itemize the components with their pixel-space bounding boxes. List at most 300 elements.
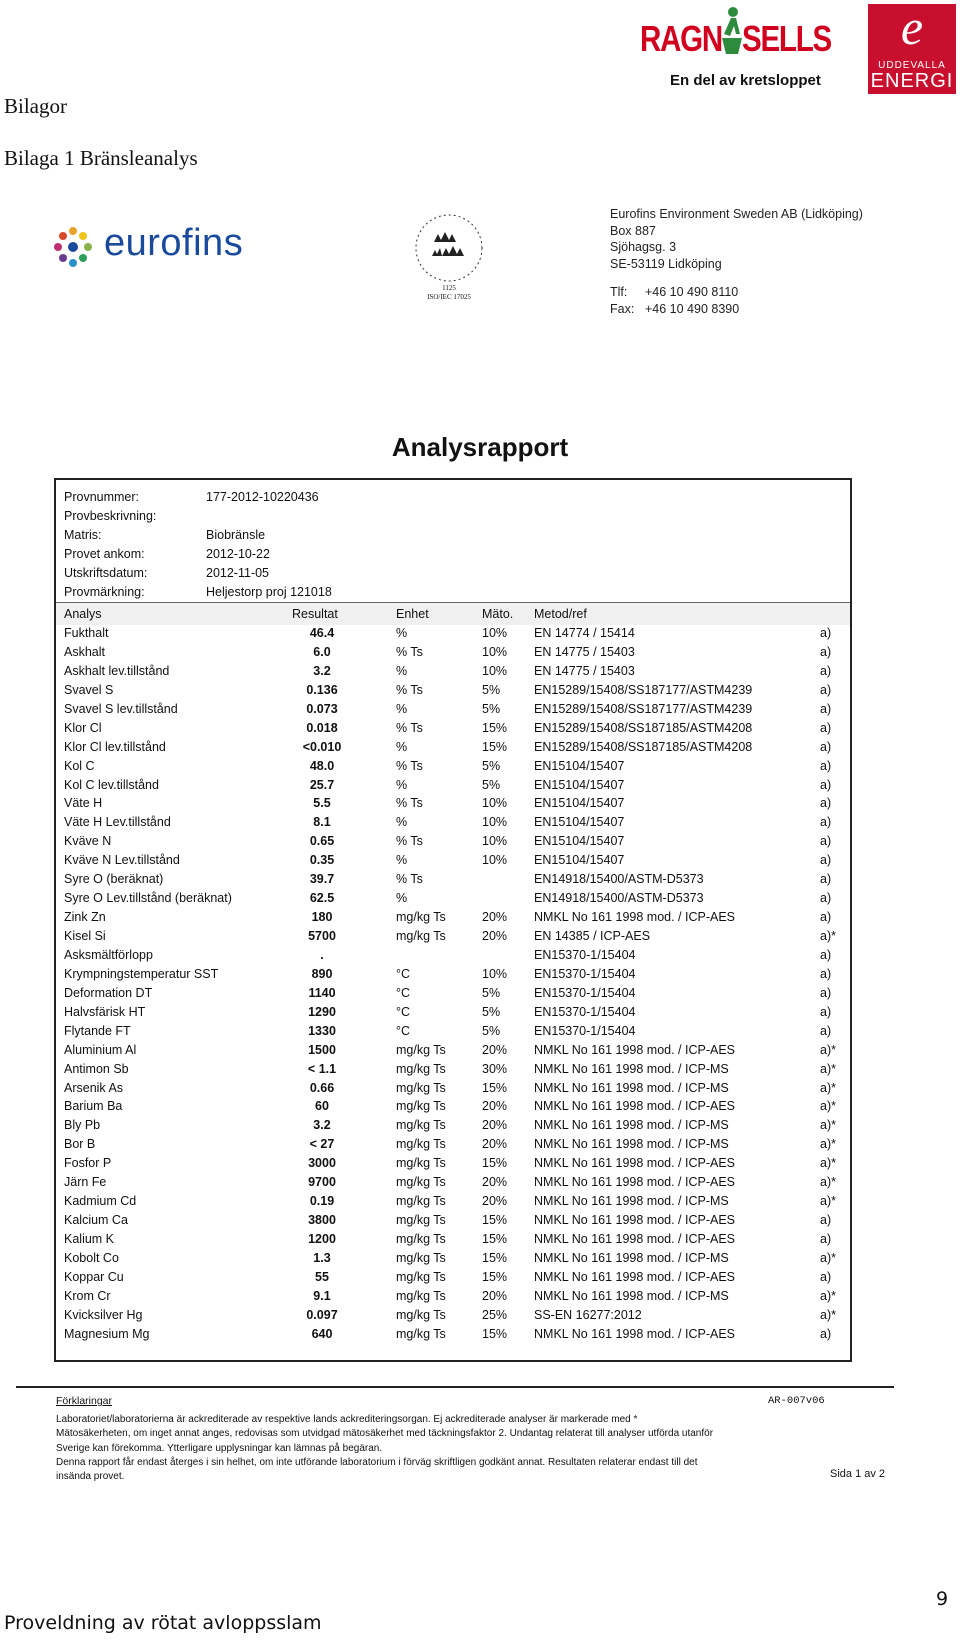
table-row [56,1023,850,1042]
table-row [56,833,850,852]
cell-mato: 10% [482,853,508,868]
col-metod: Metod/ref [534,607,587,621]
cell-resultat: 6.0 [313,644,331,659]
cell-resultat: 9700 [308,1175,336,1190]
cell-enhet: % [396,739,408,754]
cell-resultat: 1290 [308,1004,336,1019]
cell-note: a) [820,1023,832,1038]
cell-note: a) [820,1326,832,1341]
cell-enhet: °C [396,985,411,1000]
ragnsells-word-right: SELLS [742,18,831,59]
cell-metod: EN15289/15408/SS187185/ASTM4208 [534,739,753,754]
cell-metod: NMKL No 161 1998 mod. / ICP-AES [534,1042,736,1057]
footnote-rule [16,1386,894,1388]
info-value: 177-2012-10220436 [206,490,319,504]
table-row [56,1193,850,1212]
cell-resultat: 60 [315,1099,329,1114]
info-label: Provnummer: [64,490,140,504]
cell-analys: Krom Cr [64,1288,111,1303]
cell-enhet: mg/kg Ts [396,1269,446,1284]
cell-resultat: 1200 [308,1232,336,1246]
cell-enhet: °C [396,1023,411,1038]
cell-resultat: 48.0 [309,758,335,773]
ragnsells-word-left: RAGN [640,18,722,59]
table-row [56,1250,850,1269]
cell-mato: 10% [482,663,508,678]
info-label: Utskriftsdatum: [64,566,148,580]
footnote-line: insända provet. [56,1471,125,1483]
cell-resultat: 3.2 [313,1118,331,1133]
page-heading: Bilagor [4,94,67,118]
cell-metod: EN15104/15407 [534,796,625,811]
table-row [56,644,850,663]
cell-mato: 15% [482,1269,508,1284]
cell-note: a) [820,966,832,981]
col-resultat: Resultat [292,607,338,621]
cell-mato: 10% [482,815,508,830]
cell-note: a) [820,1269,832,1284]
cell-metod: NMKL No 161 1998 mod. / ICP-MS [534,1137,729,1152]
cell-analys: Flytande FT [64,1023,131,1038]
cell-note: a) [820,626,832,640]
cell-resultat: 1140 [308,985,336,1000]
table-row [56,795,850,814]
table-row [56,1212,850,1231]
table-row [56,720,850,739]
cell-metod: NMKL No 161 1998 mod. / ICP-AES [534,1326,736,1341]
uddevalla-energi-logo [868,0,956,94]
cell-note: a) [820,1004,832,1019]
cell-analys: Kalium K [64,1232,115,1246]
footnote-page-label: Sida 1 av 2 [830,1468,886,1480]
info-value: 2012-11-05 [206,566,270,580]
cell-note: a) [820,985,832,1000]
cell-mato: 10% [482,834,508,849]
cell-resultat: 0.19 [309,1194,335,1209]
table-row [56,814,850,833]
cell-analys: Svavel S [64,682,114,697]
cell-metod: NMKL No 161 1998 mod. / ICP-AES [534,1232,736,1246]
cell-note: a) [820,682,832,697]
cell-analys: Kisel Si [64,929,106,943]
cell-resultat: 0.66 [309,1080,335,1095]
cell-resultat: 0.073 [306,701,338,716]
cell-note: a)* [820,1099,836,1114]
cell-metod: EN15104/15407 [534,815,625,830]
table-row [56,663,850,682]
cell-analys: Halvsfärisk HT [64,1004,146,1019]
lab-city: SE-53119 Lidköping [610,256,722,271]
cell-analys: Kväve N [64,834,112,849]
uddevalla-line1: UDDEVALLA [878,60,946,71]
cell-mato: 20% [482,910,508,925]
cell-metod: NMKL No 161 1998 mod. / ICP-AES [534,1213,736,1228]
cell-metod: NMKL No 161 1998 mod. / ICP-MS [534,1118,729,1133]
analysis-report [54,478,852,1362]
cell-analys: Magnesium Mg [64,1326,150,1341]
cell-analys: Kväve N Lev.tillstånd [64,853,180,868]
cell-metod: NMKL No 161 1998 mod. / ICP-MS [534,1288,729,1303]
table-row [56,1136,850,1155]
table-row [56,928,850,947]
cell-enhet: % Ts [396,758,423,773]
result-rows [56,625,850,1345]
cell-mato: 15% [482,720,508,735]
cell-enhet: % [396,663,408,678]
cell-resultat: 5.5 [313,796,331,811]
cell-enhet: mg/kg Ts [396,1118,446,1133]
cell-resultat: 39.7 [309,872,335,887]
cell-enhet: mg/kg Ts [396,1137,446,1152]
info-label: Matris: [64,528,102,542]
cell-metod: NMKL No 161 1998 mod. / ICP-MS [534,1061,729,1076]
cell-analys: Krympningstemperatur SST [64,966,219,981]
cell-metod: EN 14775 / 15403 [534,663,635,678]
cell-metod: NMKL No 161 1998 mod. / ICP-MS [534,1080,729,1095]
eurofins-logo [52,224,262,270]
cell-resultat: 46.4 [309,626,335,640]
swedac-code: 1125 [442,284,456,292]
swedac-seal [404,212,494,308]
cell-note: a) [820,815,832,830]
cell-resultat: . [320,947,324,962]
cell-enhet: mg/kg Ts [396,1250,446,1265]
footnote-line: Laboratoriet/laboratorierna är ackrediterade av respektive lands ackrediteringsorgan. Ej ackrediterade analyser är markerade med * [56,1414,638,1425]
cell-analys: Klor Cl lev.tillstånd [64,739,166,754]
cell-mato: 20% [482,929,508,943]
cell-note: a) [820,720,832,735]
cell-enhet: mg/kg Ts [396,929,446,943]
cell-mato: 15% [482,1213,508,1228]
ragnsells-logo [640,0,860,96]
cell-metod: EN14918/15400/ASTM-D5373 [534,872,704,887]
cell-resultat: < 1.1 [307,1061,337,1076]
cell-note: a) [820,910,832,925]
info-value: 2012-10-22 [206,547,270,561]
cell-note: a) [820,1213,832,1228]
table-row [56,947,850,966]
cell-resultat: 0.35 [309,853,335,868]
cell-note: a) [820,663,832,678]
lab-street: Sjöhagsg. 3 [610,240,677,254]
cell-note: a) [820,777,832,792]
page-subheading: Bilaga 1 Bränsleanalys [4,146,198,170]
lab-tel: +46 10 490 8110 [645,285,739,299]
cell-metod: EN15289/15408/SS187177/ASTM4239 [534,682,753,697]
cell-mato: 30% [482,1061,508,1076]
cell-mato: 20% [482,1194,508,1209]
cell-enhet: % [396,626,408,640]
cell-resultat: 3000 [308,1156,336,1171]
table-row [56,739,850,758]
cell-analys: Bor B [64,1137,96,1152]
cell-note: a)* [820,1250,836,1265]
cell-enhet: % Ts [396,720,423,735]
table-row [56,1307,850,1326]
cell-metod: EN 14774 / 15414 [534,626,635,640]
cell-mato: 5% [482,1023,501,1038]
table-row [56,758,850,777]
cell-resultat: 0.65 [309,834,335,849]
cell-metod: NMKL No 161 1998 mod. / ICP-AES [534,1156,736,1171]
cell-enhet: mg/kg Ts [396,1099,446,1114]
cell-note: a)* [820,1175,836,1190]
cell-enhet: mg/kg Ts [396,1307,446,1322]
cell-resultat: 25.7 [309,777,335,792]
cell-metod: NMKL No 161 1998 mod. / ICP-MS [534,1194,729,1209]
col-analys: Analys [64,607,102,621]
cell-resultat: < 27 [309,1137,335,1152]
cell-note: a) [820,1232,832,1246]
cell-mato: 20% [482,1175,508,1190]
cell-mato: 10% [482,626,508,640]
cell-mato: 5% [482,682,501,697]
cell-enhet: % [396,777,408,792]
cell-analys: Aluminium Al [64,1042,137,1057]
cell-enhet: °C [396,1004,411,1019]
cell-resultat: 3800 [308,1213,336,1228]
cell-resultat: 1500 [308,1042,336,1057]
cell-resultat: 180 [311,910,333,925]
eurofins-dots-icon [52,226,94,268]
table-row [56,1231,850,1250]
footnote-title: Förklaringar [56,1395,113,1407]
cell-enhet: mg/kg Ts [396,1326,446,1341]
table-row [56,701,850,720]
cell-metod: EN14918/15400/ASTM-D5373 [534,891,704,906]
lab-tel-line [610,284,863,301]
cell-resultat: 3.2 [313,663,331,678]
col-mato: Mäto. [482,607,514,621]
cell-analys: Väte H Lev.tillstånd [64,815,171,830]
cell-note: a) [820,644,832,659]
cell-resultat: 890 [311,966,333,981]
cell-metod: EN15370-1/15404 [534,1023,636,1038]
lab-name: Eurofins Environment Sweden AB (Lidköping) [610,207,863,221]
cell-metod: EN15104/15407 [534,777,625,792]
cell-analys: Fosfor P [64,1156,112,1171]
cell-analys: Barium Ba [64,1099,123,1114]
footnote-line: Sverige kan förekomma. Ytterligare upplysningar kan lämnas på begäran. [56,1442,383,1454]
cell-analys: Kvicksilver Hg [64,1307,143,1322]
lab-tel-label: Tlf: [610,285,628,299]
cell-resultat: 62.5 [309,891,335,906]
cell-enhet: mg/kg Ts [396,1156,446,1171]
report-title: Analysrapport [391,432,569,462]
cell-analys: Koppar Cu [64,1269,124,1284]
cell-mato: 5% [482,701,501,716]
cell-mato: 5% [482,777,501,792]
table-row [56,909,850,928]
swedac-standard: ISO/IEC 17025 [427,293,471,301]
cell-note: a) [820,947,832,962]
cell-resultat: <0.010 [302,739,342,754]
page-number: 9 [936,1588,949,1610]
cell-enhet: % Ts [396,834,423,849]
cell-metod: NMKL No 161 1998 mod. / ICP-AES [534,1175,736,1190]
cell-resultat: 5700 [308,929,336,943]
lab-box: Box 887 [610,223,656,238]
cell-resultat: 9.1 [313,1288,331,1303]
cell-analys: Kalcium Ca [64,1213,128,1228]
table-row [56,966,850,985]
cell-analys: Kol C [64,758,95,773]
cell-analys: Svavel S lev.tillstånd [64,701,178,716]
cell-note: a)* [820,1156,836,1171]
cell-note: a) [820,853,832,868]
cell-note: a)* [820,929,836,943]
cell-resultat: 1.3 [313,1250,331,1265]
info-label: Provbeskrivning: [64,509,157,523]
cell-metod: NMKL No 161 1998 mod. / ICP-MS [534,1250,729,1265]
info-label: Provmärkning: [64,585,145,599]
footnote-text [56,1413,796,1484]
cell-resultat: 8.1 [313,815,331,830]
cell-enhet: % [396,853,408,868]
cell-analys: Syre O (beräknat) [64,872,164,887]
cell-note: a)* [820,1137,836,1152]
ragnsells-tagline: En del av kretsloppet [670,72,821,89]
cell-enhet: % [396,701,408,716]
table-row [56,1269,850,1288]
cell-enhet: mg/kg Ts [396,1061,446,1076]
footnote-line: Denna rapport får endast återges i sin helhet, om inte utförande laboratorium i förväg skriftligen godkänt annat. Resultaten relaterar endast till det [56,1456,698,1468]
table-row [56,1174,850,1193]
footnote-code: AR-007v06 [768,1395,825,1407]
info-value: Heljestorp proj 121018 [206,585,332,599]
cell-mato: 15% [482,1326,508,1341]
table-row [56,1061,850,1080]
cell-enhet: mg/kg Ts [396,1080,446,1095]
cell-mato: 20% [482,1288,508,1303]
cell-analys: Askhalt [64,644,105,659]
document-footer: Proveldning av rötat avloppsslam [4,1612,322,1634]
cell-metod: EN15370-1/15404 [534,966,636,981]
cell-enhet: % Ts [396,796,423,811]
cell-metod: SS-EN 16277:2012 [534,1307,642,1322]
cell-mato: 5% [482,758,501,773]
table-row [56,1117,850,1136]
cell-metod: EN15289/15408/SS187185/ASTM4208 [534,720,753,735]
table-row [56,682,850,701]
cell-resultat: 640 [311,1326,333,1341]
cell-mato: 5% [482,1004,501,1019]
cell-metod: EN15370-1/15404 [534,1004,636,1019]
cell-mato: 15% [482,1156,508,1171]
cell-enhet: mg/kg Ts [396,910,446,925]
cell-note: a)* [820,1288,836,1303]
info-value: Biobränsle [206,528,266,542]
cell-analys: Kobolt Co [64,1250,119,1265]
cell-note: a)* [820,1194,836,1209]
table-row [56,1042,850,1061]
cell-enhet: % Ts [396,682,423,697]
eurofins-wordmark: eurofins [104,222,244,264]
lab-fax-line [610,301,863,318]
cell-analys: Asksmältförlopp [64,947,153,962]
cell-note: a) [820,758,832,773]
table-row [56,1326,850,1345]
table-row [56,871,850,890]
table-row [56,1098,850,1117]
table-row [56,1155,850,1174]
cell-analys: Väte H [64,796,103,811]
cell-analys: Klor Cl [64,720,102,735]
lab-fax: +46 10 490 8390 [645,301,740,316]
cell-note: a) [820,891,832,906]
cell-note: a)* [820,1307,836,1322]
cell-mato: 15% [482,739,508,754]
info-label: Provet ankom: [64,547,145,561]
cell-resultat: 0.018 [306,720,338,735]
cell-resultat: 55 [315,1269,329,1284]
cell-note: a)* [820,1118,836,1133]
cell-enhet: % Ts [396,644,423,659]
table-row [56,777,850,796]
cell-resultat: 0.097 [306,1307,338,1322]
table-row [56,890,850,909]
cell-note: a)* [820,1061,836,1076]
cell-note: a) [820,796,832,811]
cell-note: a) [820,834,832,849]
cell-enhet: % [396,815,408,830]
cell-analys: Fukthalt [64,626,109,640]
cell-analys: Arsenik As [64,1080,124,1095]
table-row [56,625,850,644]
cell-enhet: mg/kg Ts [396,1232,446,1246]
cell-metod: NMKL No 161 1998 mod. / ICP-AES [534,1099,736,1114]
cell-analys: Järn Fe [64,1175,107,1190]
table-row [56,852,850,871]
cell-analys: Bly Pb [64,1118,101,1133]
cell-resultat: 1330 [308,1023,336,1038]
cell-metod: EN 14385 / ICP-AES [534,929,651,943]
cell-mato: 15% [482,1232,508,1246]
cell-note: a) [820,739,832,754]
table-row [56,985,850,1004]
cell-enhet: mg/kg Ts [396,1042,446,1057]
swedac-crowns-icon [412,212,486,284]
cell-enhet: mg/kg Ts [396,1194,446,1209]
cell-resultat: 0.136 [306,682,338,697]
footnote-line: Mätosäkerheten, om inget annat anges, redovisas som utvidgad mätosäkerhet med täckningsfaktor 2. Undantag relaterat till analyser utförda utanför [56,1428,714,1440]
cell-mato: 10% [482,966,508,981]
cell-metod: EN 14775 / 15403 [534,644,635,659]
lab-address [610,206,863,317]
cell-note: a) [820,701,832,716]
cell-enhet: °C [396,966,411,981]
cell-analys: Zink Zn [64,910,106,925]
cell-metod: NMKL No 161 1998 mod. / ICP-AES [534,1269,736,1284]
cell-analys: Deformation DT [64,985,153,1000]
uddevalla-line2: ENERGI [870,70,954,92]
cell-metod: NMKL No 161 1998 mod. / ICP-AES [534,910,736,925]
cell-metod: EN15370-1/15404 [534,947,636,962]
table-header [56,602,850,625]
cell-mato: 5% [482,985,501,1000]
cell-analys: Kadmium Cd [64,1194,137,1209]
cell-enhet: mg/kg Ts [396,1213,446,1228]
cell-mato: 10% [482,796,508,811]
cell-enhet: mg/kg Ts [396,1175,446,1190]
table-row [56,1080,850,1099]
cell-analys: Askhalt lev.tillstånd [64,663,170,678]
cell-metod: EN15289/15408/SS187177/ASTM4239 [534,701,753,716]
cell-metod: EN15104/15407 [534,758,625,773]
uddevalla-e-mark: e [900,0,924,55]
cell-note: a)* [820,1042,836,1057]
cell-analys: Kol C lev.tillstånd [64,777,159,792]
